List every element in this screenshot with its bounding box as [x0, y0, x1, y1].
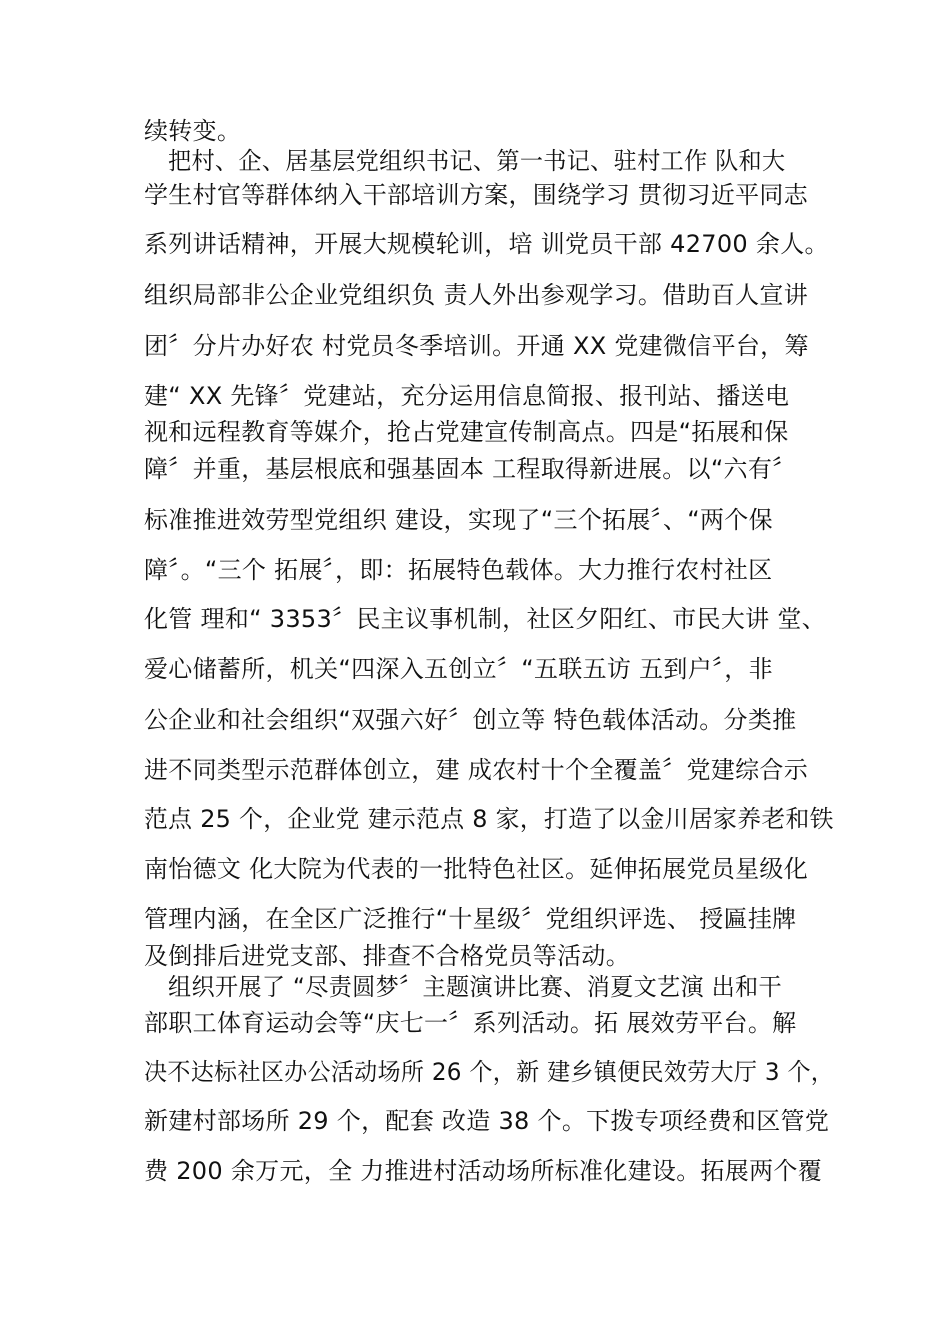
text-line-2: 把村、企、居基层党组织书记、第一书记、驻村工作 队和大	[168, 147, 786, 175]
text-line-24: 费 200 余万元，全 力推进村活动场所标准化建设。拓展两个覆	[144, 1157, 822, 1185]
text-line-10: 标准推进效劳型党组织 建设，实现了“三个拓展〞、“两个保	[144, 506, 773, 534]
text-line-21: 部职工体育运动会等“庆七一〞系列活动。拓 展效劳平台。解	[144, 1009, 797, 1037]
text-line-19: 及倒排后进党支部、排查不合格党员等活动。	[144, 942, 630, 970]
text-line-16: 范点 25 个，企业党 建示范点 8 家，打造了以金川居家养老和铁	[144, 805, 834, 833]
text-line-15: 进不同类型示范群体创立，建 成农村十个全覆盖〞党建综合示	[144, 756, 809, 784]
text-line-7: 建“ XX 先锋〞党建站，充分运用信息简报、报刊站、播送电	[144, 382, 790, 410]
text-line-9: 障〞并重，基层根底和强基固本 工程取得新进展。以“六有〞	[144, 455, 797, 483]
text-line-3: 学生村官等群体纳入干部培训方案，围绕学习 贯彻习近平同志	[144, 181, 809, 209]
text-line-20: 组织开展了 “尽责圆梦〞主题演讲比赛、消夏文艺演 出和干	[168, 973, 782, 1001]
text-line-14: 公企业和社会组织“双强六好〞创立等 特色载体活动。分类推	[144, 706, 797, 734]
text-line-18: 管理内涵，在全区广泛推行“十星级〞党组织评选、 授匾挂牌	[144, 905, 797, 933]
text-line-6: 团〞分片办好农 村党员冬季培训。开通 XX 党建微信平台，筹	[144, 332, 809, 360]
text-line-12: 化管 理和“ 3353〞民主议事机制，社区夕阳红、市民大讲 堂、	[144, 605, 826, 633]
text-line-13: 爱心储蓄所，机关“四深入五创立〞“五联五访 五到户〞，非	[144, 655, 773, 683]
text-line-1: 续转变。	[144, 117, 242, 145]
text-line-23: 新建村部场所 29 个，配套 改造 38 个。下拨专项经费和区管党	[144, 1107, 830, 1135]
text-line-4: 系列讲话精神，开展大规模轮训，培 训党员干部 42700 余人。	[144, 230, 829, 258]
text-line-5: 组织局部非公企业党组织负 责人外出参观学习。借助百人宣讲	[144, 281, 809, 309]
text-line-8: 视和远程教育等媒介，抢占党建宣传制高点。四是“拓展和保	[144, 418, 789, 446]
text-line-17: 南怡德文 化大院为代表的一批特色社区。延伸拓展党员星级化	[144, 855, 809, 883]
text-line-22: 决不达标社区办公活动场所 26 个，新 建乡镇便民效劳大厅 3 个，	[144, 1058, 835, 1086]
text-line-11: 障〞。“三个 拓展〞，即：拓展特色载体。大力推行农村社区	[144, 556, 773, 584]
